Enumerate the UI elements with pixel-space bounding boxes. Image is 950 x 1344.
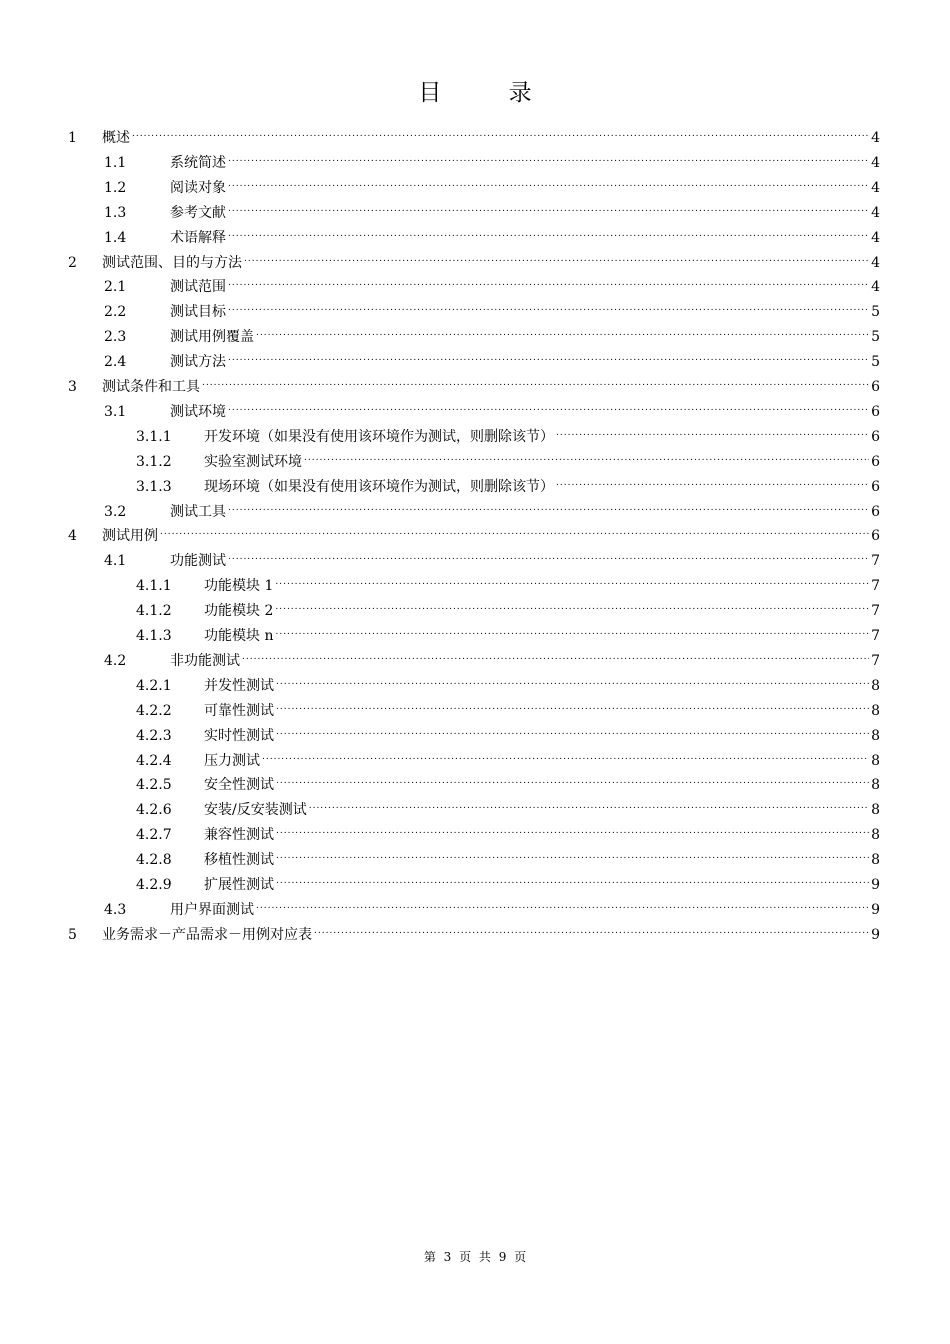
toc-entry[interactable] — [68, 369, 880, 395]
toc-leader-dots — [132, 120, 869, 142]
toc-leader-dots — [276, 668, 869, 690]
toc-entry-number: 4.2.8 — [136, 852, 172, 869]
toc-entry-page: 4 — [871, 229, 880, 246]
toc-entry[interactable] — [68, 518, 880, 545]
toc-entry-number: 4.2.7 — [136, 827, 172, 844]
toc-entry[interactable] — [104, 170, 880, 196]
toc-entry-title: 功能模块 1 — [204, 578, 274, 595]
toc-entry-number: 4.2.2 — [136, 702, 172, 719]
toc-entry-title: 可靠性测试 — [204, 702, 274, 719]
toc-entry-title: 测试用例 — [102, 528, 158, 545]
toc-entry[interactable] — [136, 743, 880, 769]
toc-entry-title: 术语解释 — [170, 229, 226, 246]
toc-entry[interactable] — [136, 767, 880, 794]
toc-entry-number: 4.2.5 — [136, 777, 172, 794]
toc-entry-title: 功能模块 2 — [204, 603, 274, 620]
toc-leader-dots — [228, 269, 869, 291]
toc-entry-page: 8 — [871, 752, 880, 769]
toc-entry-title: 用户界面测试 — [170, 901, 254, 918]
toc-leader-dots — [276, 817, 869, 839]
toc-entry[interactable] — [104, 195, 880, 221]
toc-entry[interactable] — [136, 693, 880, 719]
toc-entry-number: 3 — [68, 379, 77, 395]
toc-entry-page: 4 — [871, 179, 880, 196]
toc-entry-page: 8 — [871, 677, 880, 694]
toc-entry[interactable] — [104, 344, 880, 371]
toc-entry-title: 压力测试 — [204, 752, 260, 769]
toc-leader-dots — [228, 145, 869, 167]
toc-entry-page: 9 — [871, 901, 880, 918]
toc-leader-dots — [314, 917, 869, 939]
toc-entry-title: 测试方法 — [170, 354, 226, 371]
toc-entry-title: 测试环境 — [170, 403, 226, 420]
toc-entry-title: 并发性测试 — [204, 677, 274, 694]
toc-entry-number: 2.1 — [104, 279, 127, 296]
toc-entry-number: 4.2.3 — [136, 727, 172, 744]
toc-leader-dots — [276, 767, 869, 789]
toc-entry-page: 7 — [871, 652, 880, 669]
toc-entry-number: 1.2 — [104, 179, 127, 196]
page-footer: 第 3 页 共 9 页 — [423, 1250, 527, 1264]
toc-entry-page: 6 — [871, 503, 880, 520]
toc-entry-page: 8 — [871, 827, 880, 844]
toc-entry[interactable] — [136, 842, 880, 869]
toc-entry-title: 功能模块 n — [204, 628, 274, 644]
toc-entry[interactable] — [136, 668, 880, 694]
toc-entry[interactable] — [68, 120, 880, 146]
toc-entry-page: 4 — [871, 154, 880, 171]
toc-entry[interactable] — [136, 444, 880, 470]
toc-leader-dots — [276, 842, 869, 864]
toc-entry[interactable] — [104, 294, 880, 321]
toc-entry-number: 3.1.1 — [136, 428, 172, 445]
toc-entry-number: 3.1 — [104, 403, 127, 420]
toc-entry-number: 3.1.3 — [136, 478, 172, 495]
toc-entry-title: 实验室测试环境 — [204, 453, 302, 470]
toc-title: 目 录 — [418, 80, 562, 106]
toc-leader-dots — [228, 543, 869, 565]
toc-entry-page: 5 — [871, 304, 880, 321]
toc-entry-number: 1 — [68, 130, 77, 146]
toc-entry[interactable] — [104, 269, 880, 296]
toc-entry-title: 扩展性测试 — [204, 877, 274, 893]
toc-entry[interactable] — [136, 618, 880, 644]
toc-entry-title: 测试范围 — [170, 279, 226, 296]
toc-entry-number: 2.4 — [104, 354, 127, 371]
toc-entry-title: 现场环境（如果没有使用该环境作为测试，则删除该节） — [204, 478, 554, 495]
toc-entry[interactable] — [136, 469, 880, 495]
toc-leader-dots — [202, 369, 869, 391]
toc-entry-number: 2.3 — [104, 329, 127, 346]
toc-leader-dots — [244, 245, 869, 267]
toc-entry-page: 7 — [871, 553, 880, 570]
toc-leader-dots — [228, 195, 869, 217]
toc-entry[interactable] — [136, 593, 880, 620]
toc-leader-dots — [275, 568, 869, 590]
toc-leader-dots — [276, 693, 869, 715]
toc-entry-title: 开发环境（如果没有使用该环境作为测试，则删除该节） — [204, 428, 554, 445]
toc-entry-title: 业务需求－产品需求－用例对应表 — [102, 926, 312, 943]
toc-leader-dots — [228, 294, 869, 316]
toc-entry-page: 4 — [871, 204, 880, 221]
toc-entry-number: 4.2.9 — [136, 877, 172, 893]
toc-entry-page: 6 — [871, 478, 880, 495]
toc-entry[interactable] — [104, 892, 880, 918]
toc-leader-dots — [228, 220, 869, 242]
toc-entry-title: 测试条件和工具 — [102, 379, 200, 395]
toc-entry-page: 4 — [871, 254, 880, 271]
toc-entry-number: 4 — [68, 528, 77, 545]
toc-leader-dots — [304, 444, 869, 466]
toc-entry-page: 7 — [871, 603, 880, 620]
toc-entry-page: 6 — [871, 428, 880, 445]
toc-leader-dots — [228, 494, 869, 516]
toc-entry[interactable] — [68, 245, 880, 271]
toc-entry-number: 3.2 — [104, 503, 127, 520]
toc-leader-dots — [309, 792, 869, 814]
toc-entry[interactable] — [136, 867, 880, 893]
toc-entry-title: 测试工具 — [170, 503, 226, 520]
toc-entry-title: 安装/反安装测试 — [204, 802, 307, 819]
toc-entry-title: 测试用例覆盖 — [170, 329, 254, 346]
toc-leader-dots — [556, 419, 869, 441]
toc-entry-page: 6 — [871, 453, 880, 470]
toc-entry-page: 6 — [871, 379, 880, 395]
toc-entry[interactable] — [104, 394, 880, 420]
toc-entry[interactable] — [104, 643, 880, 669]
toc-entry-number: 4.1.1 — [136, 578, 172, 595]
toc-entry-title: 阅读对象 — [170, 179, 226, 196]
toc-entry-page: 8 — [871, 852, 880, 869]
toc-entry-number: 5 — [68, 926, 77, 943]
toc-entry-page: 8 — [871, 777, 880, 794]
toc-entry[interactable] — [136, 568, 880, 595]
toc-entry-number: 4.2 — [104, 652, 127, 669]
toc-entry-page: 8 — [871, 802, 880, 819]
toc-entry-title: 非功能测试 — [170, 652, 240, 669]
toc-entry-number: 4.2.1 — [136, 677, 172, 694]
toc-entry-number: 1.1 — [104, 154, 127, 171]
toc-leader-dots — [275, 618, 869, 640]
toc-entry-number: 1.3 — [104, 204, 127, 221]
toc-entry-page: 9 — [871, 877, 880, 893]
toc-entry-title: 概述 — [102, 130, 130, 146]
toc-entry-number: 4.2.4 — [136, 752, 172, 769]
toc-entry-page: 6 — [871, 528, 880, 545]
toc-entry-number: 1.4 — [104, 229, 127, 246]
toc-entry[interactable] — [136, 718, 880, 744]
toc-leader-dots — [256, 319, 869, 341]
toc-leader-dots — [276, 867, 869, 889]
toc-entry[interactable] — [104, 543, 880, 570]
toc-leader-dots — [276, 718, 869, 740]
toc-entry-page: 8 — [871, 702, 880, 719]
toc-entry[interactable] — [68, 917, 880, 943]
toc-entry-page: 6 — [871, 403, 880, 420]
toc-entry-title: 参考文献 — [170, 204, 226, 221]
toc-entry-number: 4.1 — [104, 553, 127, 570]
toc-leader-dots — [262, 743, 869, 765]
toc-entry-title: 实时性测试 — [204, 727, 274, 744]
toc-entry-title: 兼容性测试 — [204, 827, 274, 844]
toc-leader-dots — [228, 394, 869, 416]
toc-leader-dots — [242, 643, 869, 665]
toc-entry-number: 4.1.2 — [136, 603, 172, 620]
toc-entry[interactable] — [136, 792, 880, 819]
toc-leader-dots — [256, 892, 869, 914]
toc-leader-dots — [160, 518, 869, 540]
toc-entry-page: 5 — [871, 329, 880, 346]
toc-entry-page: 7 — [871, 578, 880, 595]
toc-entry-page: 5 — [871, 354, 880, 371]
toc-entry-title: 安全性测试 — [204, 777, 274, 794]
toc-leader-dots — [228, 170, 869, 192]
toc-entry-page: 8 — [871, 727, 880, 744]
toc-leader-dots — [228, 344, 869, 366]
toc-leader-dots — [275, 593, 869, 615]
toc-entry-number: 2 — [68, 254, 77, 271]
toc-entry-title: 测试范围、目的与方法 — [102, 254, 242, 271]
toc-entry-number: 4.3 — [104, 901, 127, 918]
toc-entry-title: 测试目标 — [170, 304, 226, 321]
toc-entry-number: 4.2.6 — [136, 802, 172, 819]
toc-entry-page: 9 — [871, 926, 880, 943]
toc-entry-page: 4 — [871, 279, 880, 296]
toc-entry-number: 2.2 — [104, 304, 127, 321]
toc-entry[interactable] — [136, 817, 880, 844]
toc-entry-page: 7 — [871, 628, 880, 644]
toc-leader-dots — [556, 469, 869, 491]
toc-entry[interactable] — [104, 494, 880, 520]
toc-entry-page: 4 — [871, 130, 880, 146]
toc-entry[interactable] — [104, 319, 880, 346]
toc-entry[interactable] — [136, 419, 880, 445]
toc-entry-title: 系统简述 — [170, 154, 226, 171]
toc-entry[interactable] — [104, 220, 880, 246]
toc-entry-title: 功能测试 — [170, 553, 226, 570]
toc-entry-number: 4.1.3 — [136, 628, 172, 644]
toc-entry[interactable] — [104, 145, 880, 171]
toc-entry-number: 3.1.2 — [136, 453, 172, 470]
toc-entry-title: 移植性测试 — [204, 852, 274, 869]
